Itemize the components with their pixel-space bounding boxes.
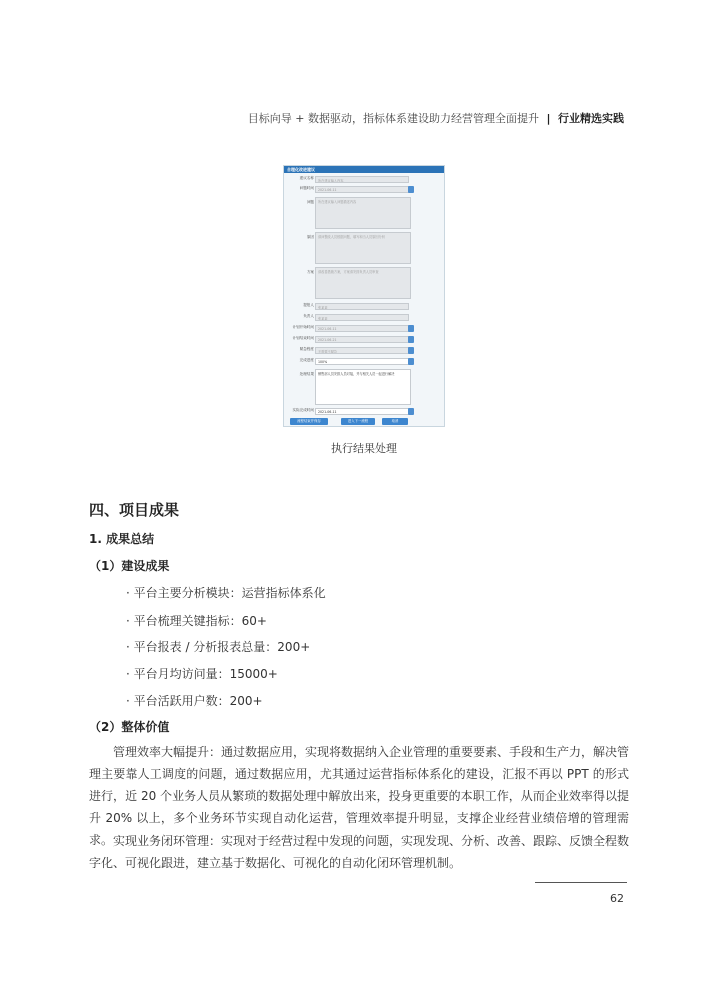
- form-field: 销售部人员安排人员对接，并与相关人员一起进行解决: [315, 369, 411, 405]
- page-number: 62: [610, 892, 624, 905]
- figure-caption: 执行结果处理: [331, 442, 397, 455]
- form-action-cancel: 取消: [382, 418, 408, 425]
- form-field: 所在建议输入问题描述内容: [315, 197, 411, 229]
- calendar-icon: [408, 186, 414, 193]
- footer-rule: [535, 882, 627, 883]
- form-field: 2021-06-11: [315, 186, 413, 193]
- running-header-section: 行业精选实践: [558, 112, 624, 125]
- result-bullet: · 平台月均访问量：15000+: [126, 667, 278, 681]
- form-field: 张某某: [315, 314, 409, 321]
- part2-title: （2）整体价值: [89, 720, 170, 734]
- form-field: 请问整改人员根据问题，填写和当人员原因分析: [315, 232, 411, 264]
- form-screenshot: [283, 165, 445, 427]
- form-label: 原因: [306, 235, 314, 239]
- calendar-icon: [408, 325, 414, 332]
- form-label: 建议名称: [299, 176, 314, 180]
- subsection-title: 1. 成果总结: [89, 532, 155, 546]
- form-label: 负责人: [303, 314, 314, 318]
- result-bullet: · 平台梳理关键指标：60+: [126, 614, 267, 628]
- form-label: 方案: [306, 270, 314, 274]
- result-bullet: · 平台活跃用户数：200+: [126, 694, 263, 708]
- form-field: 不需要不紧急: [315, 347, 413, 354]
- form-label: 计划开始时间: [292, 325, 314, 329]
- result-bullet: · 平台报表 / 分析报表总量：200+: [126, 640, 311, 654]
- form-titlebar: 合理化改进建议: [284, 166, 444, 173]
- form-label: 计划结束时间: [292, 336, 314, 340]
- form-label: 紧急程度: [299, 347, 314, 351]
- form-action-finish: 流程结束并保存: [290, 418, 328, 425]
- part1-title: （1）建设成果: [89, 559, 170, 573]
- value-paragraph-closed-loop: 实现业务闭环管理：实现对于经营过程中发现的问题，实现发现、分析、改善、跟踪、反馈全程数字化、可视化跟进，建立基于数据化、可视化的自动化闭环管理机制。: [89, 834, 630, 870]
- form-label: 提报人: [303, 303, 314, 307]
- form-field: 2021-06-11: [315, 325, 413, 332]
- form-field: 所在建议输入内容: [315, 176, 409, 183]
- running-header-title: 目标向导 + 数据驱动，指标体系建设助力经营管理全面提升: [247, 112, 539, 125]
- dropdown-icon: [408, 347, 414, 354]
- result-bullet: · 平台主要分析模块：运营指标体系化: [126, 586, 326, 600]
- dropdown-icon: [408, 358, 414, 365]
- form-label: 实际完成时间: [292, 408, 314, 412]
- running-header: [248, 110, 624, 126]
- form-field: 请改善措施方案，方案请安排负责人员审查: [315, 267, 411, 299]
- form-field: 张某某: [315, 303, 409, 310]
- form-label: 问题: [306, 200, 314, 204]
- form-label: 完成进度: [299, 358, 314, 362]
- calendar-icon: [408, 336, 414, 343]
- calendar-icon: [408, 408, 414, 415]
- form-label: 问题时间: [299, 186, 314, 190]
- running-header-separator: |: [546, 112, 551, 125]
- section-title: 四、项目成果: [89, 501, 180, 519]
- form-field: 2021-06-21: [315, 336, 413, 343]
- value-paragraph-efficiency: 管理效率大幅提升：通过数据应用，实现将数据纳入企业管理的重要要素、手段和生产力，解决管理主要靠人工调度的问题，通过数据应用，尤其通过运营指标体系化的建设，汇报不再以 PPT 的形式进行，近 20 个业务人员从繁琐的数据处理中解放出来，投身更重要的本职工作，从而企业效率得以提升 20% 以上，多个业务环节实现自动化运营，管理效率提升明显，支撑企业经营业绩倍增的管理需求。: [89, 745, 630, 847]
- form-field: 100%: [315, 358, 413, 365]
- form-field: 2021-06-11: [315, 408, 413, 415]
- form-action-next: 进入下一流程: [341, 418, 375, 425]
- form-label: 处理结果: [299, 372, 314, 376]
